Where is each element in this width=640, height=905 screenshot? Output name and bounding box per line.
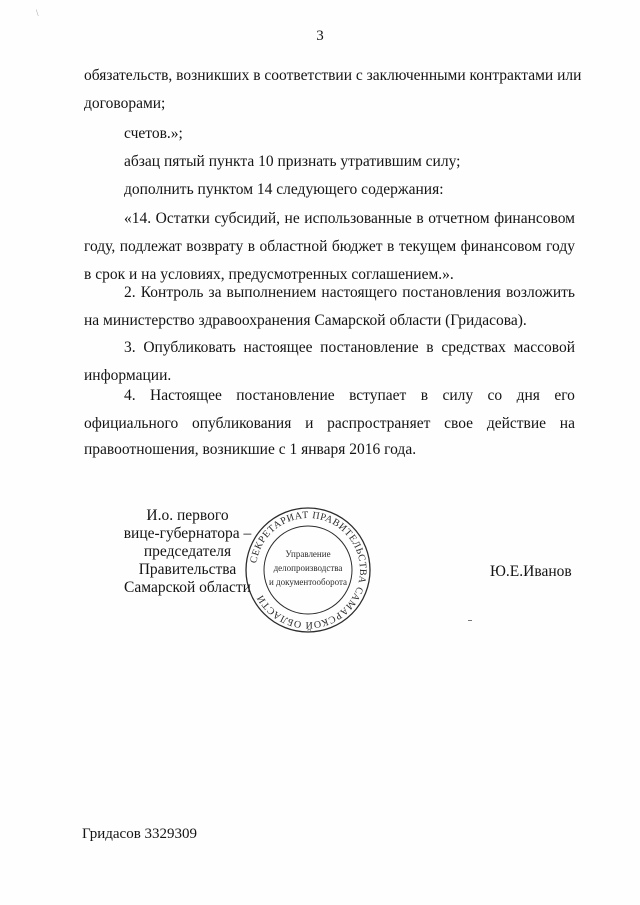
word: постановление [236, 387, 335, 404]
signatory-title-line: И.о. первого [146, 507, 229, 524]
word: свое [444, 415, 474, 432]
text-line: в срок и на условиях, предусмотренных соглашением.». [84, 266, 454, 283]
text-line: на министерство здравоохранения Самарской области (Гридасова). [84, 312, 527, 329]
text-line: счетов.»; [124, 125, 183, 142]
signatory-title [100, 507, 275, 597]
stamp-ring-text: СЕКРЕТАРИАТ ПРАВИТЕЛЬСТВА САМАРСКОЙ ОБЛАСТИ [248, 509, 369, 631]
word: официального [84, 415, 179, 432]
text-line [124, 387, 575, 405]
text-line: информации. [84, 367, 172, 384]
word: на [559, 415, 575, 432]
word: Настоящее [150, 387, 222, 404]
scan-speck [468, 620, 472, 621]
word: силу [442, 387, 474, 404]
word: дня [516, 387, 540, 404]
word: 4. [124, 387, 136, 404]
word: распространяет [327, 415, 431, 432]
signatory-title-line: Самарской области [124, 579, 251, 596]
word: и [305, 415, 314, 432]
page-number: 3 [316, 28, 324, 44]
word: действие [486, 415, 547, 432]
text-line: договорами; [84, 95, 166, 112]
text-line: абзац пятый пункта 10 признать утратившим силу; [124, 153, 461, 170]
word: в [420, 387, 429, 404]
signatory-title-line: вице-губернатора – [123, 525, 252, 542]
stamp-center-line: делопроизводства [273, 563, 343, 573]
stamp-center-line: и документооборота [268, 577, 348, 587]
signatory-title-line: председателя Правительства [138, 543, 237, 578]
corner-mark: \ [36, 8, 39, 18]
executor-footer: Гридасов 3329309 [82, 826, 198, 842]
text-line: году, подлежат возврату в областной бюджет в текущем финансовом году [84, 238, 575, 255]
signatory-name: Ю.Е.Иванов [490, 563, 572, 580]
text-line [84, 415, 575, 433]
word: опубликования [192, 415, 292, 432]
text-line-content: обязательств, возникших в соответствии с заключенными контрактами или [84, 67, 582, 84]
stamp-center-line: Управление [285, 549, 331, 559]
word: со [487, 387, 503, 404]
text-line: «14. Остатки субсидий, не использованные в отчетном финансовом [124, 210, 575, 227]
text-line: дополнить пунктом 14 следующего содержания: [124, 181, 444, 198]
word: вступает [349, 387, 407, 404]
text-line [84, 67, 582, 85]
text-line: правоотношения, возникшие с 1 января 2016 года. [84, 441, 417, 458]
text-line: 2. Контроль за выполнением настоящего постановления возложить [124, 284, 575, 301]
text-line: 3. Опубликовать настоящее постановление в средствах массовой [124, 339, 575, 356]
word: его [554, 387, 575, 404]
